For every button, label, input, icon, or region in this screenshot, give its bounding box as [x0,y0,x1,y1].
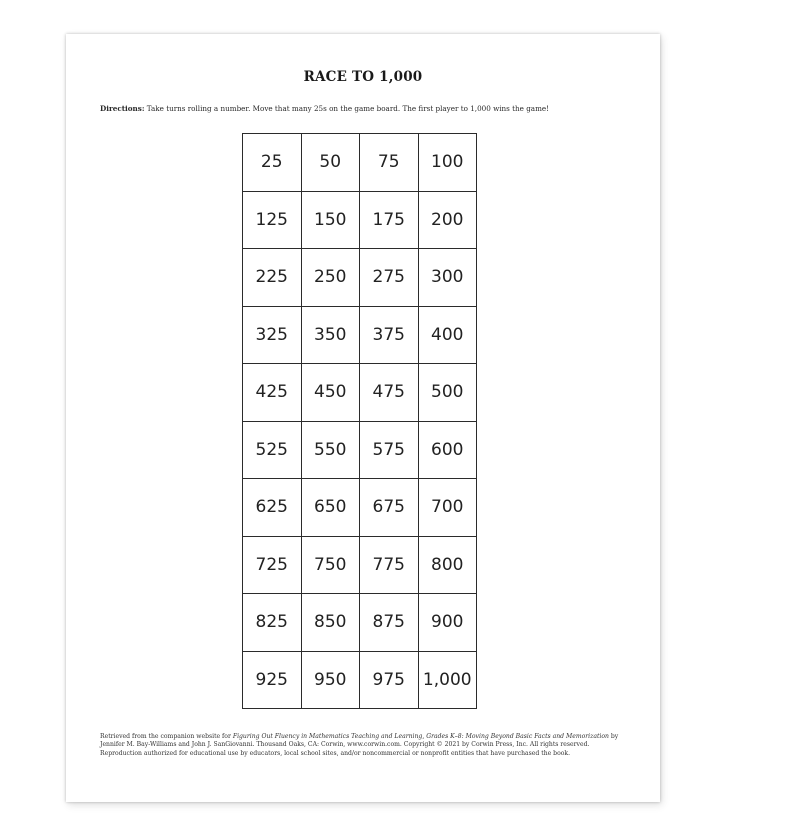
footer-rest: by Jennifer M. Bay-Williams and John J. SanGiovanni. Thousand Oaks, CA: Corwin, www.corwin.com. Copyright © 2021 by Corwin Press, Inc. All rights reserved. Reproduction authorized for educational use by educators, local school sites, and/or noncommercial or nonprofit entities that have purchased the book. [100,733,619,757]
board-cell: 575 [360,421,419,479]
copyright-footer [100,733,628,758]
board-cell: 825 [243,594,302,652]
board-row [243,421,477,479]
board-cell: 475 [360,364,419,422]
directions-text: Take turns rolling a number. Move that many 25s on the game board. The first player to 1,000 wins the game! [146,104,550,113]
board-cell: 900 [418,594,477,652]
board-row [243,306,477,364]
board-cell: 50 [301,134,360,192]
board-cell: 550 [301,421,360,479]
board-cell: 675 [360,479,419,537]
board-cell: 100 [418,134,477,192]
directions [100,104,640,113]
board-cell: 300 [418,249,477,307]
footer-book-title: Figuring Out Fluency in Mathematics Teaching and Learning, Grades K–8: Moving Beyond Basic Facts and Memorization [232,733,609,740]
board-cell: 525 [243,421,302,479]
board-cell: 175 [360,191,419,249]
board-row [243,651,477,709]
board-cell: 725 [243,536,302,594]
worksheet-page [66,34,660,802]
board-cell: 875 [360,594,419,652]
board-cell: 775 [360,536,419,594]
worksheet-title: RACE TO 1,000 [303,69,423,85]
board-cell: 600 [418,421,477,479]
board-cell: 850 [301,594,360,652]
board-cell: 425 [243,364,302,422]
footer-prefix: Retrieved from the companion website for [100,733,233,740]
board-cell: 1,000 [418,651,477,709]
board-cell: 700 [418,479,477,537]
board-cell: 500 [418,364,477,422]
board-cell: 350 [301,306,360,364]
board-cell: 950 [301,651,360,709]
board-row [243,536,477,594]
board-cell: 225 [243,249,302,307]
board-row [243,134,477,192]
board-cell: 450 [301,364,360,422]
board-cell: 275 [360,249,419,307]
board-cell: 200 [418,191,477,249]
board-cell: 125 [243,191,302,249]
board-cell: 800 [418,536,477,594]
board-row [243,249,477,307]
board-cell: 75 [360,134,419,192]
board-row [243,191,477,249]
directions-label: Directions: [100,104,145,113]
board-row [243,364,477,422]
board-row [243,594,477,652]
board-cell: 150 [301,191,360,249]
board-cell: 375 [360,306,419,364]
board-cell: 750 [301,536,360,594]
board-cell: 25 [243,134,302,192]
board-cell: 625 [243,479,302,537]
board-cell: 650 [301,479,360,537]
board-cell: 250 [301,249,360,307]
board-cell: 975 [360,651,419,709]
board-cell: 925 [243,651,302,709]
board-cell: 325 [243,306,302,364]
board-cell: 400 [418,306,477,364]
board-row [243,479,477,537]
game-board [242,133,477,709]
